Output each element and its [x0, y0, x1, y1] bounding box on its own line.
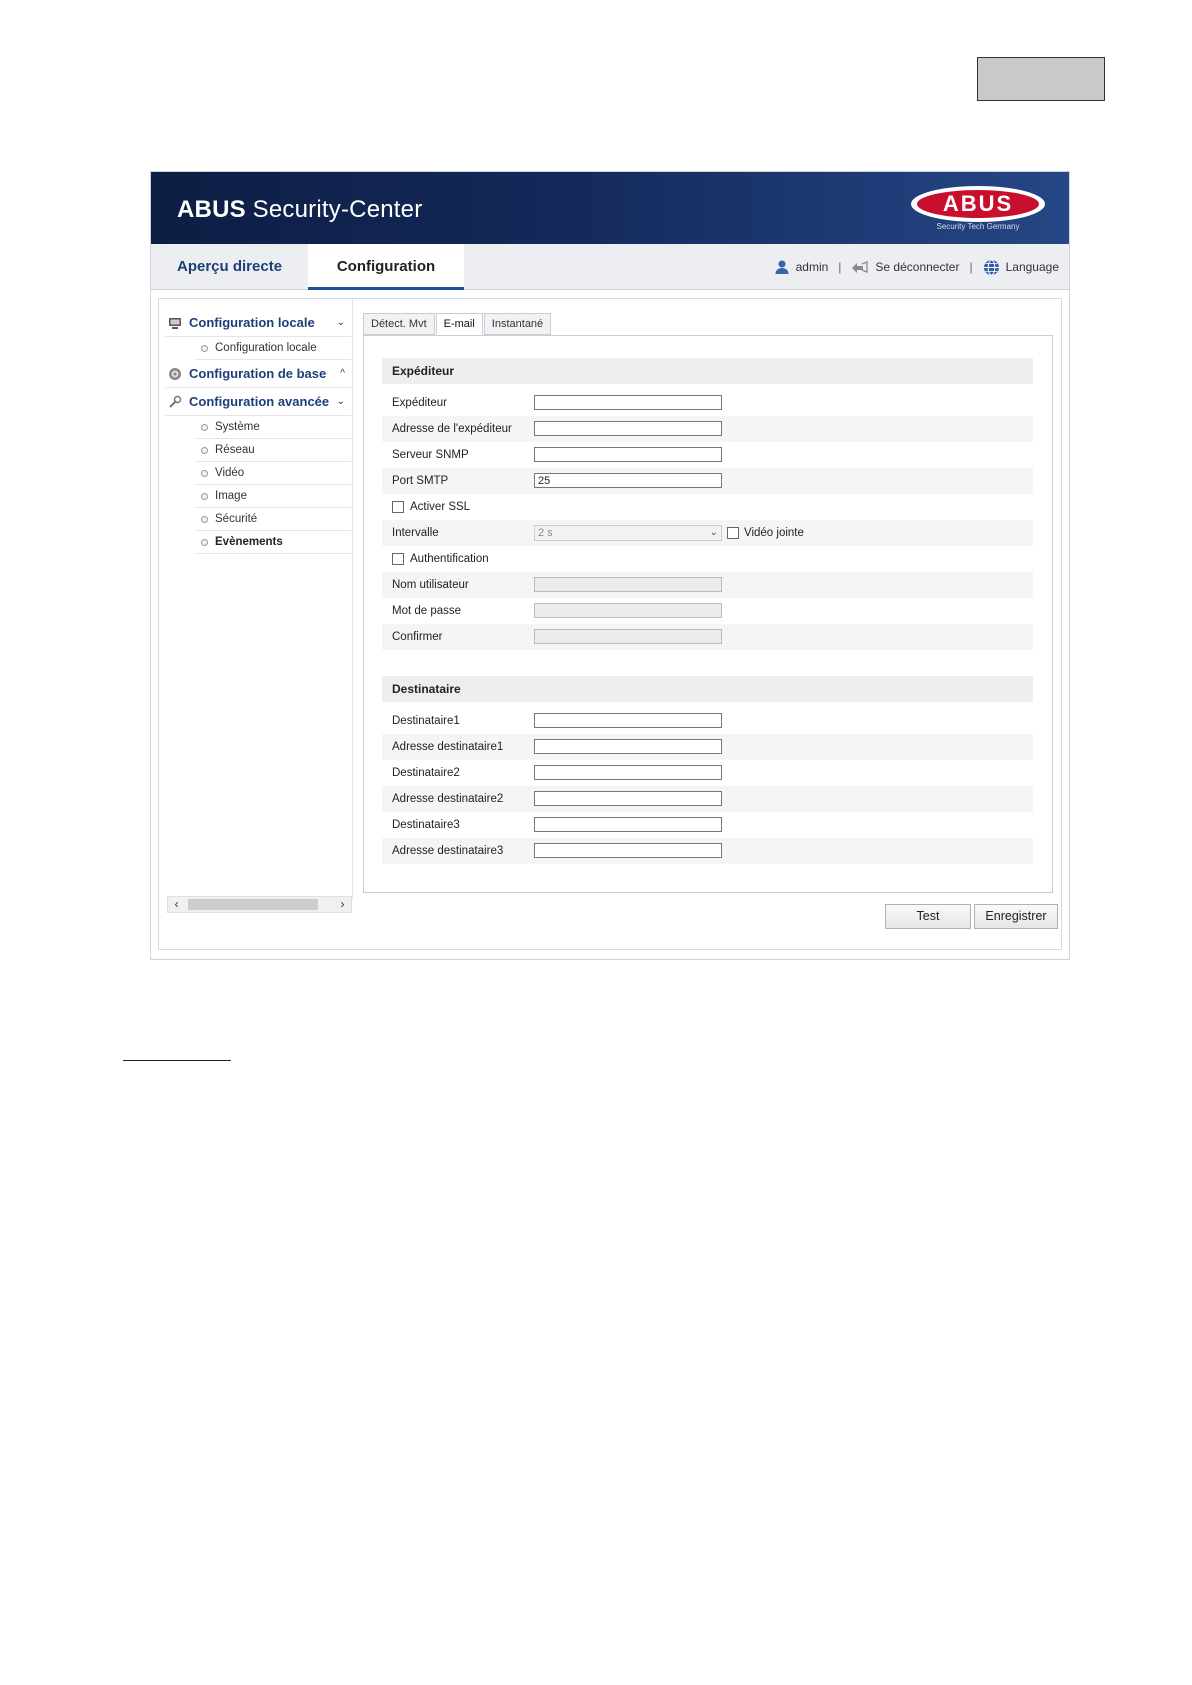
sidebar-scrollbar[interactable]	[167, 896, 352, 913]
bullet-icon	[201, 516, 208, 523]
sidebar-item-video[interactable]: Vidéo	[195, 462, 351, 485]
bullet-icon	[201, 539, 208, 546]
authentication-checkbox[interactable]	[392, 553, 404, 565]
page-number-box	[977, 57, 1105, 101]
smtp-port-input[interactable]	[534, 473, 722, 488]
recipient1-address-input[interactable]	[534, 739, 722, 754]
user-icon	[774, 259, 790, 275]
row-sender	[382, 390, 1033, 416]
bullet-icon	[201, 345, 208, 352]
sender-address-input[interactable]	[534, 421, 722, 436]
chevron-up-icon: ^	[340, 368, 345, 379]
sidebar-item-system[interactable]: Système	[195, 416, 351, 439]
content-area	[158, 298, 1062, 950]
recipient2-input[interactable]	[534, 765, 722, 780]
row-password	[382, 598, 1033, 624]
recipient1-address-label: Adresse destinataire1	[392, 741, 504, 753]
smtp-server-input[interactable]	[534, 447, 722, 462]
logout-icon	[851, 260, 869, 274]
username[interactable]: admin	[795, 260, 829, 274]
row-recipient2	[382, 760, 1033, 786]
tab-snapshot[interactable]: Instantané	[484, 313, 551, 335]
recipient1-label: Destinataire1	[392, 715, 460, 727]
section-recipient-title: Destinataire	[382, 676, 1033, 702]
top-nav	[151, 244, 1069, 290]
row-confirm	[382, 624, 1033, 650]
section-underline	[123, 1060, 231, 1061]
ssl-checkbox[interactable]	[392, 501, 404, 513]
sender-input[interactable]	[534, 395, 722, 410]
sidebar-item-events[interactable]: Evènements	[195, 531, 351, 554]
sidebar	[165, 309, 351, 554]
smtp-port-label: Port SMTP	[392, 475, 449, 487]
save-button[interactable]: Enregistrer	[974, 904, 1058, 929]
sidebar-group-basic-config[interactable]: Configuration de base ^	[165, 360, 351, 388]
row-recipient1-address	[382, 734, 1033, 760]
event-tabs	[363, 313, 552, 335]
interval-label: Intervalle	[392, 527, 439, 539]
password-label: Mot de passe	[392, 605, 462, 617]
row-sender-address	[382, 416, 1033, 442]
tab-live-view[interactable]: Aperçu directe	[177, 258, 283, 275]
chevron-down-icon: ⌄	[709, 527, 718, 538]
confirm-input[interactable]	[534, 629, 722, 644]
username-input[interactable]	[534, 577, 722, 592]
tab-email[interactable]: E-mail	[436, 313, 483, 335]
recipient3-input[interactable]	[534, 817, 722, 832]
sidebar-item-local-config[interactable]: Configuration locale	[195, 337, 351, 360]
recipient3-address-input[interactable]	[534, 843, 722, 858]
row-recipient3	[382, 812, 1033, 838]
row-smtp-port	[382, 468, 1033, 494]
sidebar-group-advanced-config[interactable]: Configuration avancée ⌄	[165, 388, 351, 416]
logo-text: ABUS	[917, 190, 1039, 218]
recipient3-address-label: Adresse destinataire3	[392, 845, 504, 857]
tab-motion-detection[interactable]: Détect. Mvt	[363, 313, 435, 335]
password-input[interactable]	[534, 603, 722, 618]
bullet-icon	[201, 424, 208, 431]
interval-select[interactable]: 2 s ⌄	[534, 525, 722, 541]
test-button[interactable]: Test	[885, 904, 971, 929]
sidebar-item-security[interactable]: Sécurité	[195, 508, 351, 531]
row-authentication	[382, 546, 1033, 572]
browser-frame	[150, 171, 1070, 960]
recipient1-input[interactable]	[534, 713, 722, 728]
scroll-right-icon[interactable]: ›	[340, 897, 345, 911]
confirm-label: Confirmer	[392, 631, 443, 643]
scrollbar-thumb[interactable]	[188, 899, 318, 910]
monitor-icon	[168, 316, 182, 330]
row-recipient3-address	[382, 838, 1033, 864]
wrench-icon	[168, 395, 182, 409]
sidebar-divider	[352, 299, 353, 899]
row-recipient2-address	[382, 786, 1033, 812]
recipient2-address-label: Adresse destinataire2	[392, 793, 504, 805]
attach-video-label: Vidéo jointe	[744, 527, 804, 539]
sender-address-label: Adresse de l'expéditeur	[392, 423, 512, 435]
section-sender-title: Expéditeur	[382, 358, 1033, 384]
authentication-label: Authentification	[410, 553, 489, 565]
abus-logo	[911, 186, 1045, 232]
sender-label: Expéditeur	[392, 397, 447, 409]
ssl-label: Activer SSL	[410, 501, 471, 513]
header-banner	[151, 172, 1069, 244]
row-smtp-server	[382, 442, 1033, 468]
tab-configuration[interactable]: Configuration	[308, 244, 464, 290]
recipient2-label: Destinataire2	[392, 767, 460, 779]
app-title: ABUS Security-Center	[177, 196, 423, 223]
row-recipient1	[382, 708, 1033, 734]
sidebar-item-image[interactable]: Image	[195, 485, 351, 508]
bullet-icon	[201, 447, 208, 454]
sidebar-item-network[interactable]: Réseau	[195, 439, 351, 462]
bullet-icon	[201, 493, 208, 500]
sidebar-group-local-config[interactable]: Configuration locale ⌄	[165, 309, 351, 337]
row-ssl	[382, 494, 1033, 520]
logo-tagline: Security Tech Germany	[936, 222, 1020, 231]
row-username	[382, 572, 1033, 598]
chevron-down-icon: ⌄	[336, 396, 345, 407]
email-settings-panel	[363, 335, 1053, 893]
recipient2-address-input[interactable]	[534, 791, 722, 806]
scroll-left-icon[interactable]: ‹	[174, 897, 179, 911]
recipient3-label: Destinataire3	[392, 819, 460, 831]
smtp-server-label: Serveur SNMP	[392, 449, 469, 461]
globe-icon	[983, 259, 1000, 276]
language-link[interactable]: Language	[1005, 260, 1059, 274]
chevron-down-icon: ⌄	[336, 317, 345, 328]
logout-link[interactable]: Se déconnecter	[875, 260, 960, 274]
attach-video-checkbox[interactable]	[727, 527, 739, 539]
bullet-icon	[201, 470, 208, 477]
row-interval	[382, 520, 1033, 546]
username-label: Nom utilisateur	[392, 579, 469, 591]
user-area: admin | Se déconnecter | Language	[774, 244, 1059, 290]
gear-icon	[168, 367, 182, 381]
